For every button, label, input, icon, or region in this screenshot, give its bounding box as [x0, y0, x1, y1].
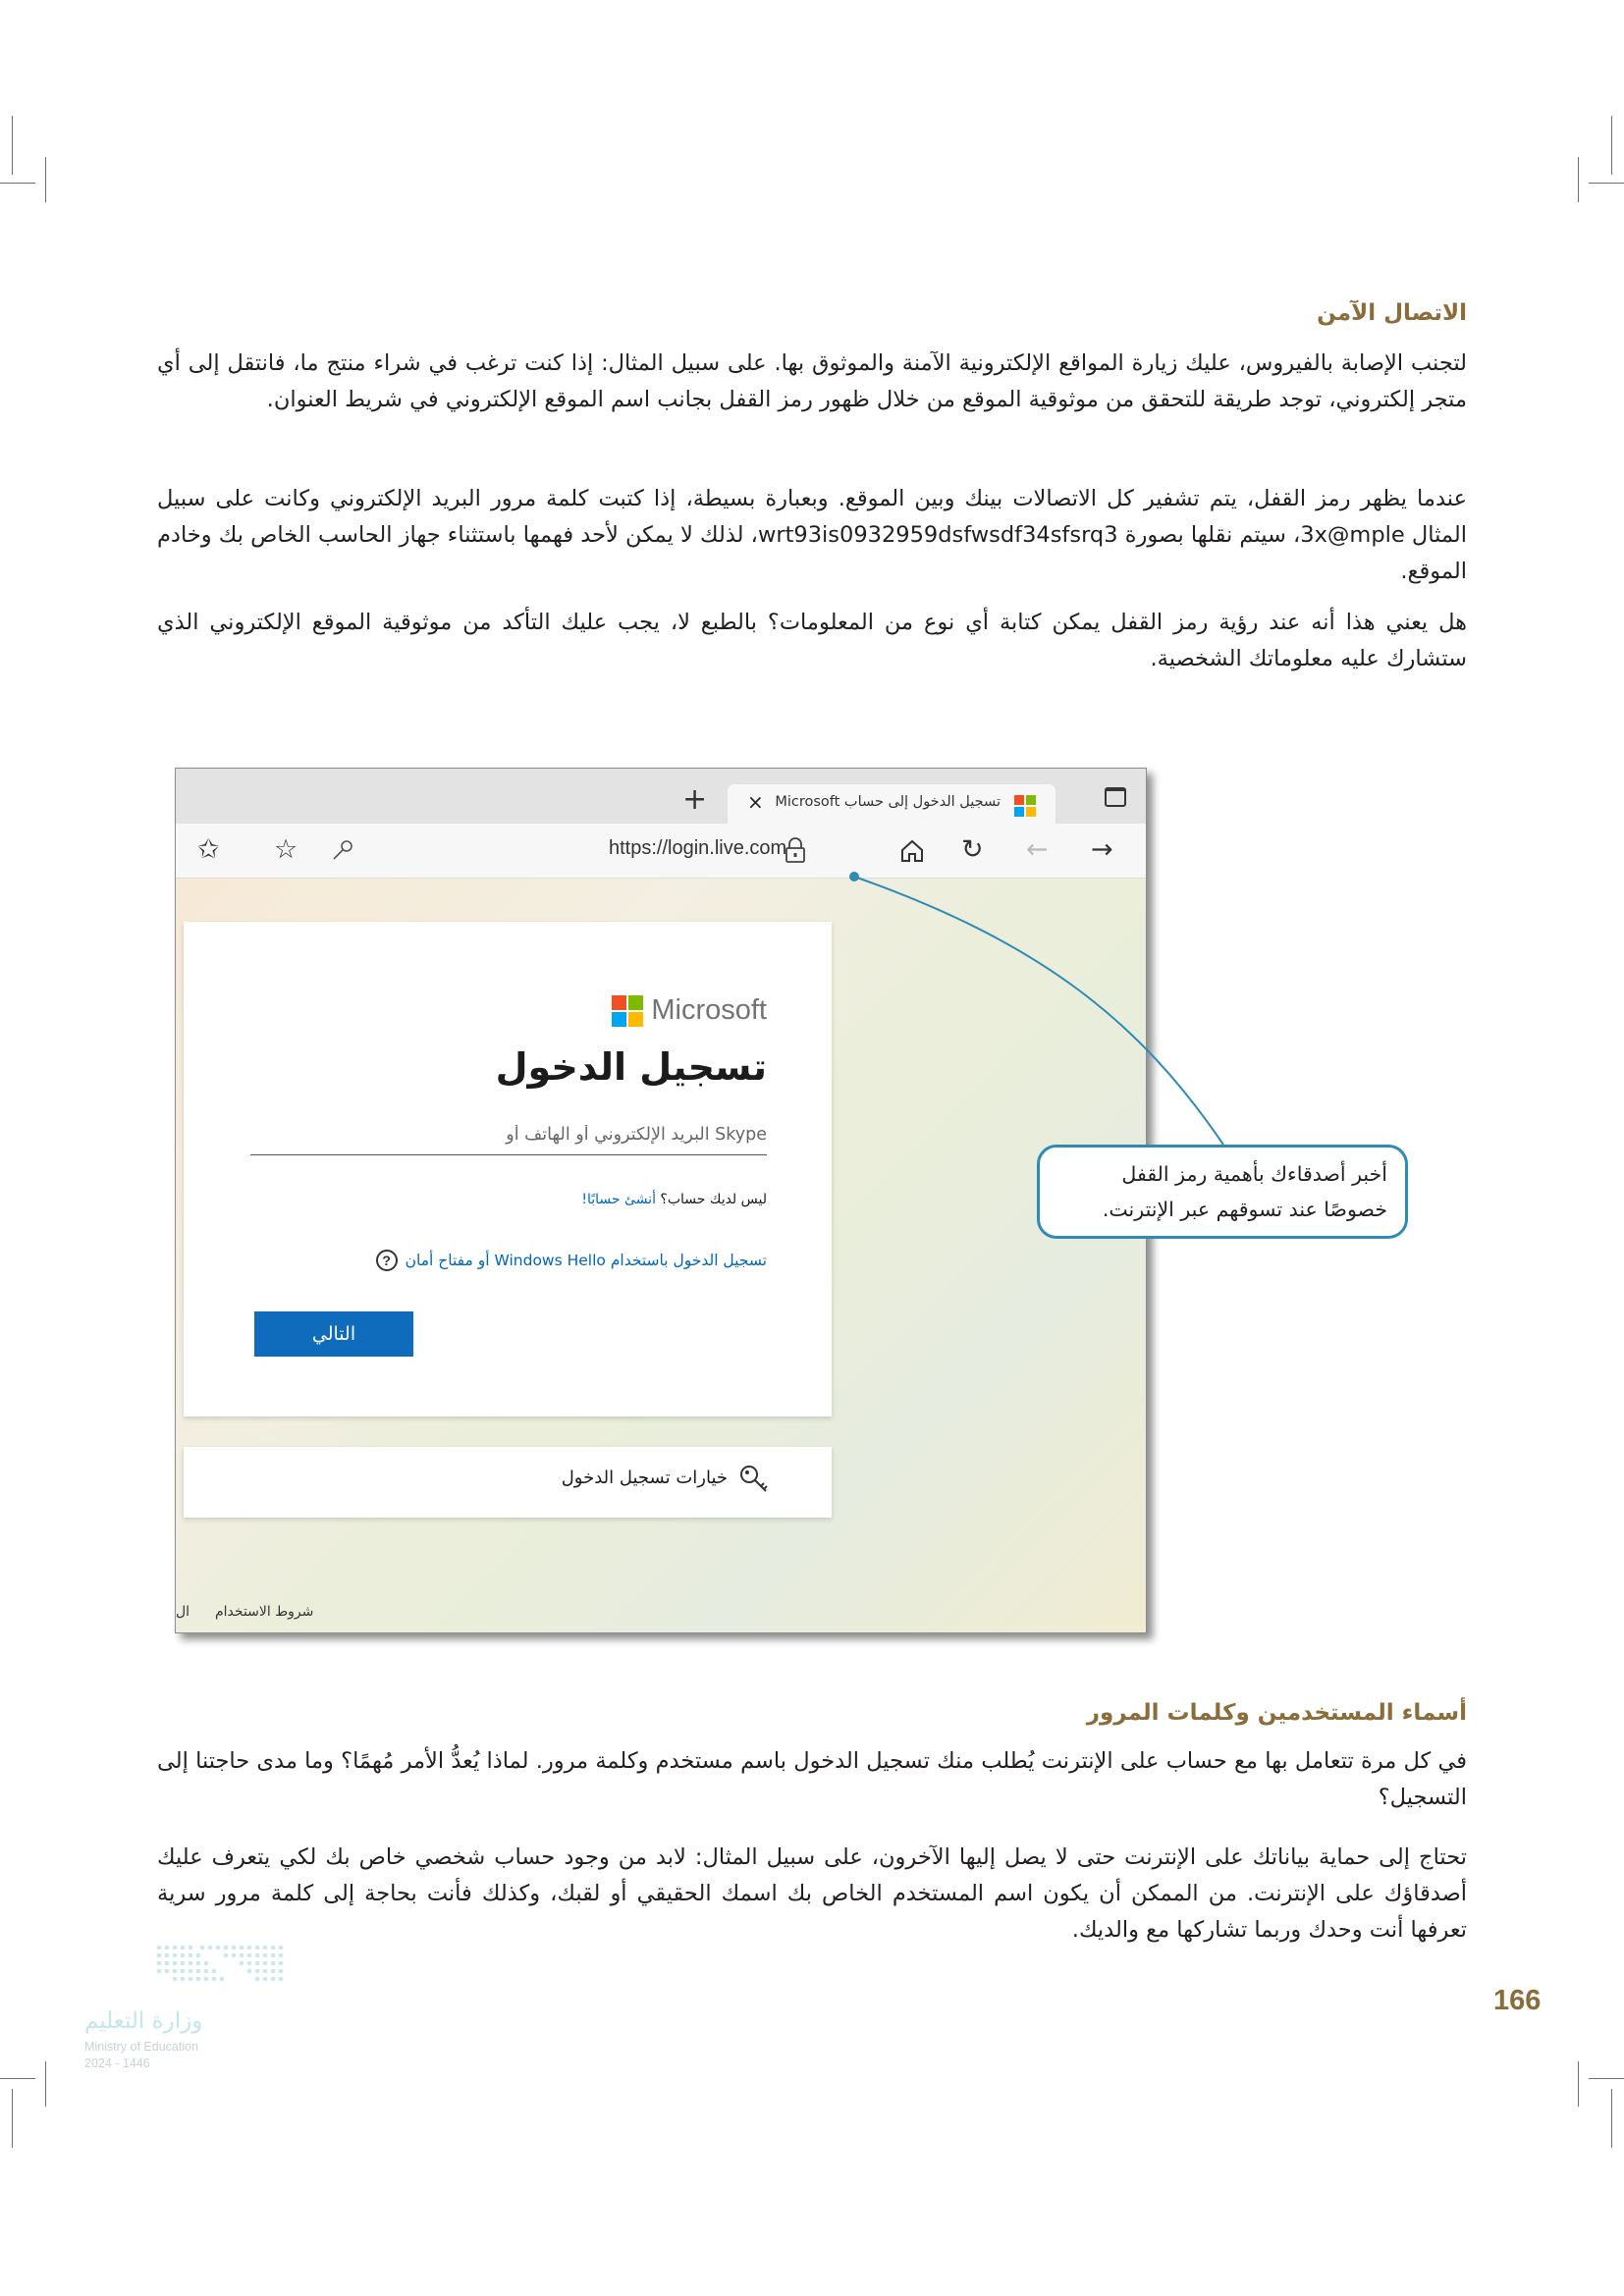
- crop-mark: [1589, 2078, 1624, 2079]
- windows-hello-label: تسجيل الدخول باستخدام Windows Hello أو مفتاح أمان: [405, 1252, 767, 1269]
- no-account-label: ليس لديك حساب؟: [660, 1192, 767, 1207]
- ministry-name-english: Ministry of Education: [84, 2040, 199, 2054]
- tab-title: تسجيل الدخول إلى حساب Microsoft: [775, 794, 1001, 810]
- crop-mark: [45, 2061, 46, 2107]
- crop-mark: [0, 2078, 35, 2079]
- crop-mark: [45, 157, 46, 202]
- tab-actions-icon[interactable]: [1105, 787, 1126, 807]
- crop-mark: [1578, 157, 1579, 202]
- ministry-year: 2024 - 1446: [84, 2056, 150, 2070]
- privacy-link-partial[interactable]: ال: [176, 1604, 190, 1620]
- paragraph: لتجنب الإصابة بالفيروس، عليك زيارة المواقع الإلكترونية الآمنة والموثوق بها. على سبيل المثال: إذا كنت ترغب في شراء منتج ما، فانتقل إلى أي متجر إلكتروني، توجد طريقة للتحقق من موثوقية الموقع من خلال ظهور رمز القفل بجانب اسم الموقع الإلكتروني في شريط العنوان.: [157, 350, 1467, 412]
- paragraph: عندما يظهر رمز القفل، يتم تشفير كل الاتصالات بينك وبين الموقع. وبعبارة بسيطة، إذا كتبت كلمة مرور البريد الإلكتروني وكانت على سبيل المثال 3x@mple، سيتم نقلها بصورة wrt93is0932959dsfwsdf34sfsrq3، لذلك لا يمكن لأحد فهمها باستثناء جهاز الحاسب الخاص بك وخادم الموقع.: [157, 486, 1468, 584]
- paragraph: هل يعني هذا أنه عند رؤية رمز القفل يمكن كتابة أي نوع من المعلومات؟ بالطبع لا، يجب عليك التأكد من موثوقية الموقع الإلكتروني الذي ستشارك عليه معلوماتك الشخصية.: [157, 610, 1467, 671]
- crop-mark: [0, 183, 35, 184]
- signin-options-label: خيارات تسجيل الدخول: [561, 1468, 728, 1488]
- create-account-link[interactable]: أنشئ حسابًا!: [581, 1192, 656, 1207]
- tab-bar: [176, 769, 1146, 824]
- help-icon[interactable]: ?: [376, 1250, 398, 1271]
- url-text[interactable]: https://login.live.com: [609, 837, 787, 859]
- paragraph: في كل مرة تتعامل بها مع حساب على الإنترنت يُطلب منك تسجيل الدخول باسم مستخدم وكلمة مرور. لماذا يُعدُّ الأمر مُهمًا؟ وما مدى حاجتنا إلى التسجيل؟: [157, 1748, 1467, 1810]
- home-icon[interactable]: [898, 837, 926, 865]
- favorites-bar-icon[interactable]: ✩: [197, 834, 220, 865]
- lock-icon[interactable]: [783, 836, 808, 864]
- refresh-icon[interactable]: ↻: [961, 834, 984, 865]
- signin-options-key-icon: [737, 1463, 771, 1496]
- callout-box: [1037, 1145, 1408, 1239]
- paragraph: تحتاج إلى حماية بياناتك على الإنترنت حتى لا يصل إليها الآخرون، على سبيل المثال: لابد من وجود حساب شخصي خاص بك لكي يتعرف عليك أصدقاؤك على الإنترنت. من الممكن أن يكون اسم المستخدم الخاص بك اسمك الحقيقي أو لقبك، وكذلك فأنت بحاجة إلى كلمة مرور سرية تعرفها أنت وحدك وربما تشاركها مع والديك.: [157, 1844, 1467, 1943]
- crop-mark: [1611, 2089, 1612, 2148]
- email-input[interactable]: [250, 1114, 767, 1155]
- crop-mark: [12, 2089, 13, 2148]
- signin-title: تسجيل الدخول: [495, 1045, 767, 1089]
- browser-screenshot: [175, 768, 1147, 1633]
- crop-mark: [1611, 116, 1612, 175]
- terms-of-use-link[interactable]: شروط الاستخدام: [215, 1604, 314, 1620]
- crop-mark: [12, 116, 13, 175]
- next-button[interactable]: التالي: [254, 1311, 413, 1357]
- ministry-name-arabic: وزارة التعليم: [84, 2008, 203, 2034]
- section-heading-usernames-passwords: أسماء المستخدمين وكلمات المرور: [1086, 1700, 1467, 1726]
- section-heading-secure-connection: الاتصال الآمن: [1317, 300, 1467, 326]
- microsoft-favicon-icon: [1014, 795, 1036, 817]
- windows-hello-link[interactable]: [376, 1250, 767, 1271]
- microsoft-logo-icon: [612, 995, 643, 1027]
- crop-mark: [1589, 183, 1624, 184]
- close-tab-icon[interactable]: ×: [747, 790, 764, 814]
- signin-card: [184, 922, 832, 1416]
- no-account-text: [581, 1192, 767, 1207]
- page-content: [176, 879, 1146, 1633]
- callout-text: أخبر أصدقاءك بأهمية رمز القفل خصوصًا عند تسوقهم عبر الإنترنت.: [1102, 1162, 1387, 1221]
- address-bar: [176, 824, 1146, 879]
- new-tab-icon[interactable]: +: [682, 782, 708, 817]
- signin-options-button[interactable]: [184, 1447, 832, 1518]
- microsoft-brand-text: Microsoft: [651, 994, 767, 1026]
- key-icon[interactable]: [331, 838, 354, 862]
- forward-icon: ←: [1026, 834, 1049, 865]
- browser-tab[interactable]: [728, 784, 1056, 824]
- page-number: 166: [1493, 1985, 1542, 2016]
- microsoft-logo: [612, 994, 767, 1027]
- crop-mark: [1578, 2061, 1579, 2107]
- back-icon[interactable]: →: [1091, 834, 1113, 865]
- add-favorite-icon[interactable]: ☆: [274, 834, 298, 865]
